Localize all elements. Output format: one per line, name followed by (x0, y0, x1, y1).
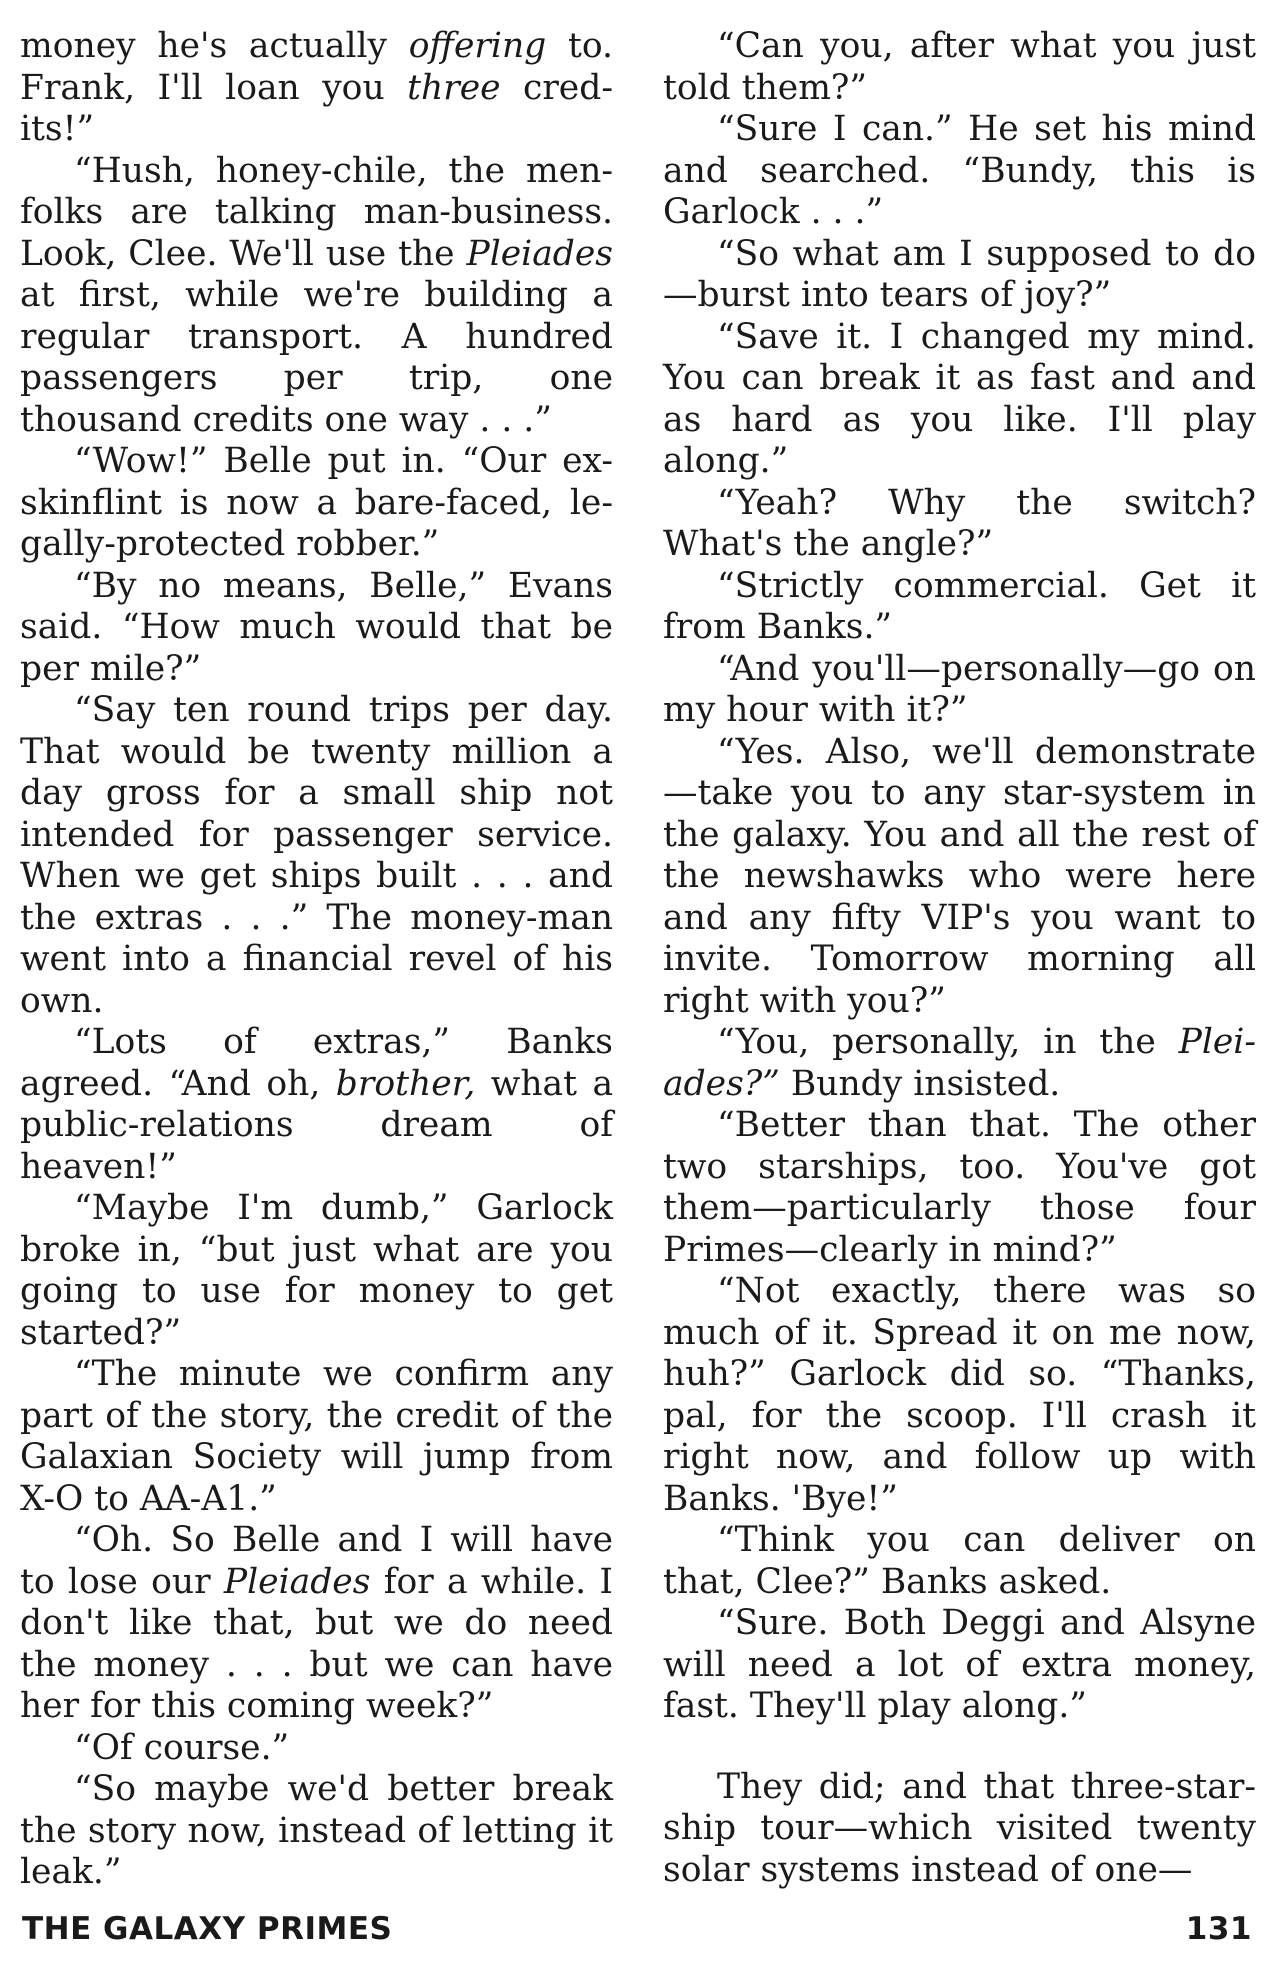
paragraph (20, 26, 613, 151)
text-run: “Wow!” Belle put in. “Our ex-skinflint is now a bare-faced, legally-protected robber.” (20, 441, 613, 564)
text-run: at first, while we're building a regular transport. A hundred passengers per trip, one thousand credits one way . . .” (20, 275, 613, 440)
italic-text-run: Pleiades (466, 233, 613, 274)
paragraph (20, 1728, 613, 1770)
paragraph (663, 732, 1256, 1023)
italic-text-run: Pleiades (223, 1561, 371, 1602)
text-run: “Save it. I changed my mind. You can break it as fast and and as hard as you like. I'll play along.” (663, 316, 1256, 481)
paragraph (20, 1188, 613, 1354)
italic-text-run: brother, (335, 1063, 476, 1104)
paragraph (663, 234, 1256, 317)
page-number: 131 (1185, 1911, 1252, 1947)
text-run: “Sure. Both Deggi and Alsyne will need a lot of extra money, fast. They'll play along.” (663, 1603, 1256, 1726)
text-run: “Strictly commercial. Get it from Banks.” (663, 565, 1256, 647)
text-run: money he's actually (20, 26, 409, 66)
right-column (663, 26, 1256, 1894)
paragraph (663, 1105, 1256, 1271)
paragraph (20, 566, 613, 691)
paragraph (20, 441, 613, 566)
text-columns (20, 26, 1256, 1894)
text-run: “By no means, Belle,” Evans said. “How much would that be per mile?” (20, 565, 613, 689)
text-run: “Hush, honey-chile, the menfolks are talking man-business. Look, Clee. We'll use the (20, 150, 613, 274)
paragraph (20, 1520, 613, 1728)
text-run: “Maybe I'm dumb,” Garlock broke in, “but just what are you going to use for money to get started?” (20, 1188, 613, 1353)
text-run: “Yes. Also, we'll demonstrate —take you to any star-system in the galaxy. You and all the rest of the newshawks who were here and any fifty VIP's you want to invite. Tomorrow morning all right with you?” (663, 731, 1256, 1021)
running-title: THE GALAXY PRIMES (22, 1911, 393, 1947)
text-run: “So what am I supposed to do —burst into tears of joy?” (663, 233, 1256, 315)
text-run: “Better than that. The other two starships, too. You've got them—particularly those four Primes—clearly in mind?” (663, 1105, 1256, 1270)
text-run: “Of course.” (74, 1727, 290, 1768)
text-run: “You, personally, in the (717, 1022, 1179, 1062)
paragraph (20, 690, 613, 1022)
text-run: for a while. I don't like that, but we do need the money . . . but we can have her for this coming week?” (20, 1561, 613, 1726)
text-run: “Can you, after what you just told them?” (663, 26, 1256, 108)
text-run: “Think you can deliver on that, Clee?” Banks asked. (663, 1520, 1256, 1602)
text-run: credits!” (20, 67, 613, 149)
paragraph (663, 566, 1256, 649)
page-footer (22, 1911, 1252, 1947)
text-run: Bundy insisted. (779, 1063, 1061, 1104)
text-run: “The minute we confirm any part of the story, the credit of the Galaxian Society will jump from X-O to AA-A1.” (20, 1354, 613, 1519)
text-run: “Lots of extras,” Banks agreed. “And oh, (20, 1022, 613, 1104)
italic-text-run: offering (408, 26, 547, 66)
text-run: “Sure I can.” He set his mind and searched. “Bundy, this is Garlock . . .” (663, 109, 1256, 232)
text-run: “And you'll—personally—go on my hour with it?” (663, 648, 1256, 730)
text-run: to. Frank, I'll loan you (20, 26, 613, 108)
paragraph (20, 1354, 613, 1520)
paragraph (663, 1271, 1256, 1520)
paragraph (20, 151, 613, 442)
text-run: “So maybe we'd better break the story now, instead of letting it leak.” (20, 1769, 613, 1892)
paragraph (663, 1767, 1256, 1892)
paragraph (663, 649, 1256, 732)
paragraph (663, 317, 1256, 483)
text-run: They did; and that three-starship tour—which visited twenty solar systems instead of one— (663, 1766, 1256, 1890)
text-run: what a public-relations dream of heaven!” (20, 1063, 614, 1187)
italic-text-run: three (407, 67, 501, 108)
left-column (20, 26, 613, 1894)
text-run: “Yeah? Why the switch? What's the angle?” (663, 482, 1256, 564)
paragraph (663, 1603, 1256, 1728)
paragraph (20, 1769, 613, 1894)
paragraph (663, 483, 1256, 566)
text-run: “Not exactly, there was so much of it. Spread it on me now, huh?” Garlock did so. “Thanks, pal, for the scoop. I'll crash it right now, and follow up with Banks. 'Bye!” (663, 1271, 1256, 1519)
paragraph (663, 1022, 1256, 1105)
text-run: “Say ten round trips per day. That would be twenty million a day gross for a small ship not intended for passenger service. When we get ships built . . . and the extras . . .” The money-man went into a financial revel of his own. (20, 690, 613, 1021)
paragraph (20, 1022, 613, 1188)
paragraph (663, 26, 1256, 109)
paragraph (663, 1520, 1256, 1603)
text-run: “Oh. So Belle and I will have to lose our (20, 1520, 613, 1602)
italic-text-run: Pleiades?” (663, 1022, 1256, 1104)
paragraph (663, 109, 1256, 234)
